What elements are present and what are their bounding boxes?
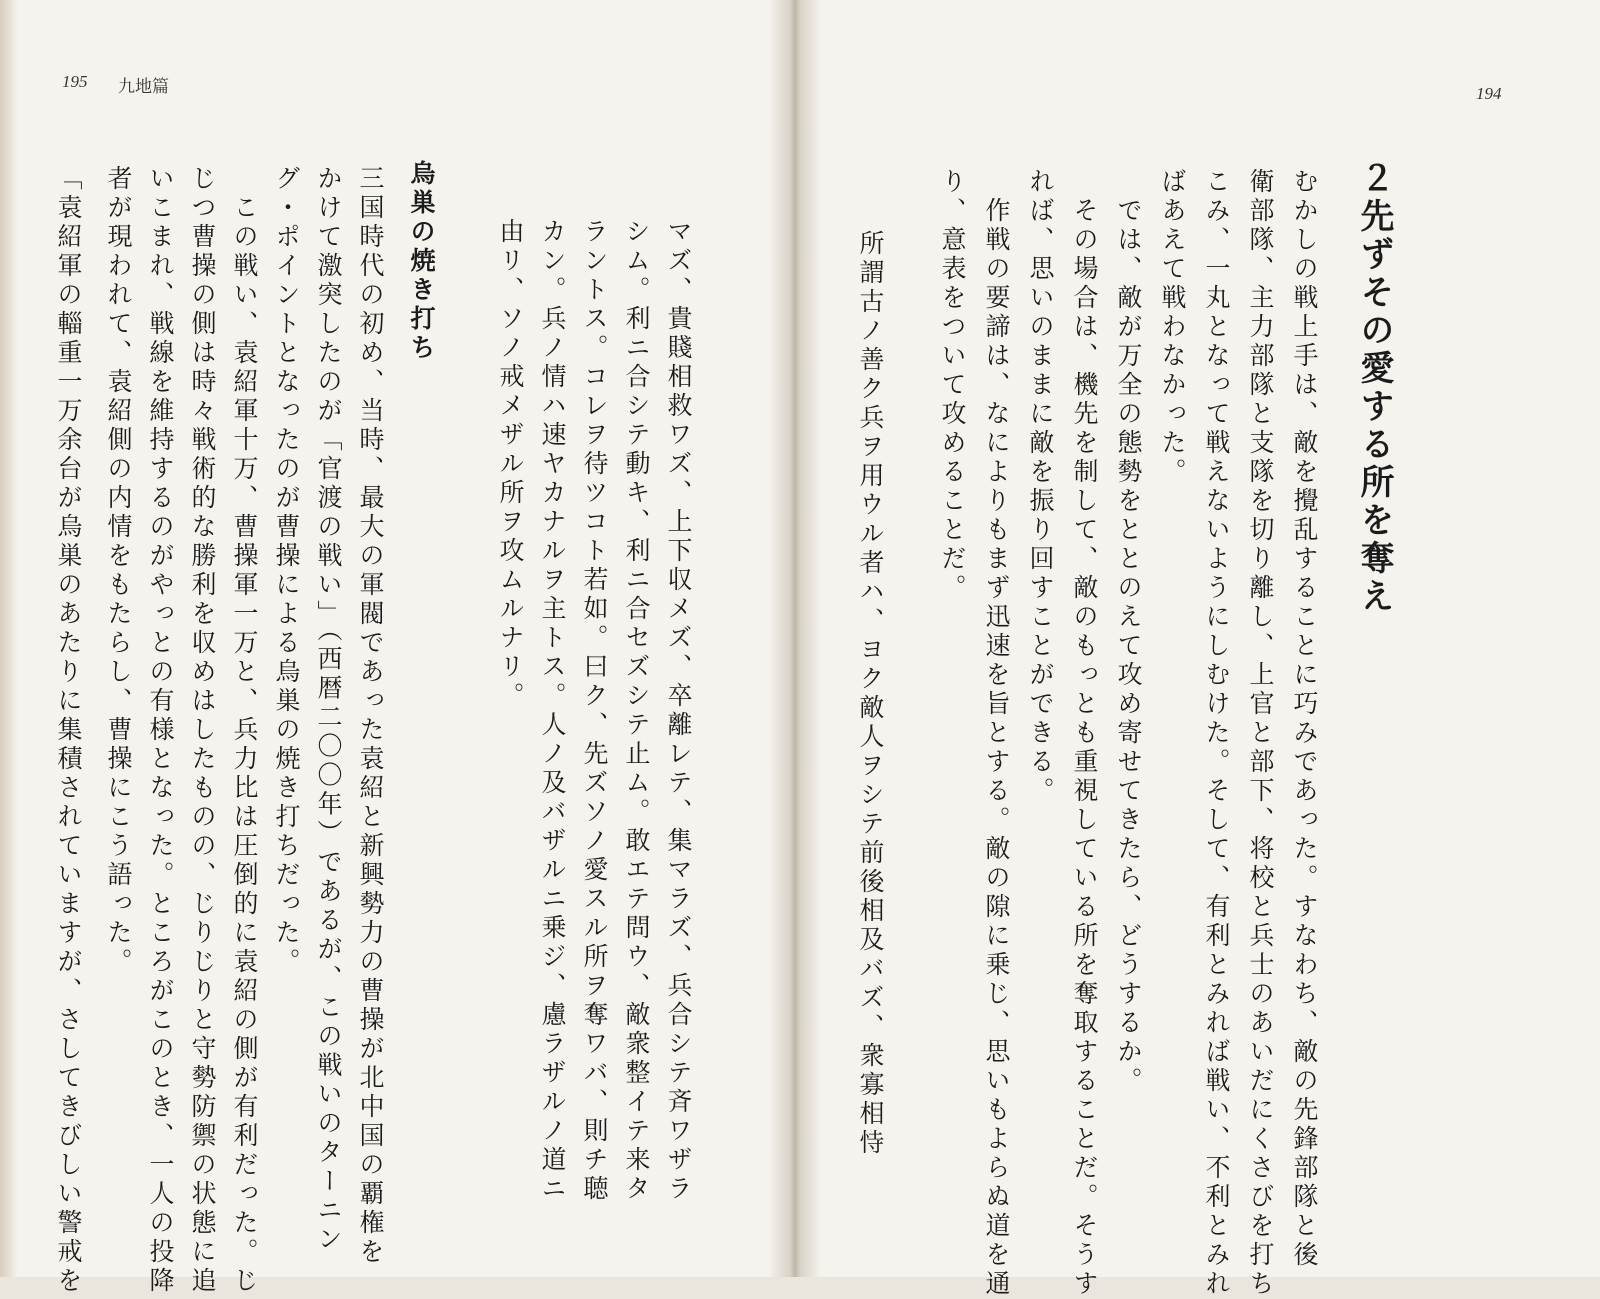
running-head: 九地篇 <box>118 77 169 97</box>
body-line: じつ曹操の側は時々戦術的な勝利を収めはしたものの、じりじりと守勢防禦の状態に追 <box>188 165 217 1296</box>
right-page <box>792 0 1600 1277</box>
left-page <box>0 0 790 1296</box>
chapter-number: ２ <box>1354 160 1394 198</box>
chapter-heading <box>1350 160 1399 616</box>
body-line: 三国時代の初め、当時、最大の軍閥であった袁紹と新興勢力の曹操が北中国の覇権を <box>356 165 385 1267</box>
body-line: むかしの戦上手は、敵を攪乱することに巧みであった。すなわち、敵の先鋒部隊と後 <box>1290 168 1319 1270</box>
body-line: その場合は、機先を制して、敵のもっとも重視している所を奪取することだ。そうす <box>1070 168 1099 1299</box>
left-page-number: 195 <box>62 72 88 91</box>
kanbun-line: シム。利ニ合シテ動キ、利ニ合セズシテ止ム。敢エテ問ウ、敵衆整イテ来タ <box>622 218 651 1204</box>
right-page-number: 194 <box>1476 84 1502 103</box>
body-line: では、敵が万全の態勢をととのえて攻め寄せてきたら、どうするか。 <box>1114 168 1143 1096</box>
kanbun-line: 由リ、ソノ戒メザル所ヲ攻ムルナリ。 <box>496 218 525 711</box>
body-line: いこまれ、戦線を維持するのがやっとの有様となった。ところがこのとき、一人の投降 <box>146 165 175 1296</box>
body-line: 衛部隊、主力部隊と支隊を切り離し、上官と部下、将校と兵士のあいだにくさびを打ち <box>1246 168 1275 1299</box>
kanbun-line: カン。兵ノ情ハ速ヤカナルヲ主トス。人ノ及バザルニ乗ジ、慮ラザルノ道ニ <box>538 218 567 1204</box>
book-gutter <box>770 0 820 1277</box>
body-line: この戦い、袁紹軍十万、曹操軍一万と、兵力比は圧倒的に袁紹の側が有利だった。じ <box>230 165 259 1296</box>
chapter-title: 先ずその愛する所を奪え <box>1354 198 1394 616</box>
section-heading: 烏巣の焼き打ち <box>407 160 436 363</box>
kanbun-line: ラントス。コレヲ待ツコト若如。曰ク、先ズソノ愛スル所ヲ奪ワバ、則チ聴 <box>580 218 609 1204</box>
kanbun-line: マズ、貴賤相救ワズ、上下収メズ、卒離レテ、集マラズ、兵合シテ斉ワザラ <box>664 218 693 1204</box>
body-line: 作戦の要諦は、なによりもまず迅速を旨とする。敵の隙に乗じ、思いもよらぬ道を通 <box>982 168 1011 1299</box>
body-line: れば、思いのままに敵を振り回すことができる。 <box>1026 168 1055 806</box>
body-line: り、意表をついて攻めることだ。 <box>938 168 967 603</box>
page-edge-shadow <box>0 0 18 1277</box>
body-line: ばあえて戦わなかった。 <box>1158 168 1187 487</box>
body-line: 者が現われて、袁紹側の内情をもたらし、曹操にこう語った。 <box>104 165 133 977</box>
body-line: かけて激突したのが「官渡の戦い」（西暦二〇〇年）であるが、この戦いのターニン <box>314 165 343 1255</box>
body-line: こみ、一丸となって戦えないようにしむけた。そして、有利とみれば戦い、不利とみれ <box>1202 168 1231 1299</box>
body-line: グ・ポイントとなったのが曹操による烏巣の焼き打ちだった。 <box>272 165 301 977</box>
kanbun-line: 所謂古ノ善ク兵ヲ用ウル者ハ、ヨク敵人ヲシテ前後相及バズ、衆寡相恃 <box>856 230 885 1158</box>
body-line: 「袁紹軍の輜重一万余台が烏巣のあたりに集積されていますが、さしてきびしい警戒を <box>54 165 83 1296</box>
